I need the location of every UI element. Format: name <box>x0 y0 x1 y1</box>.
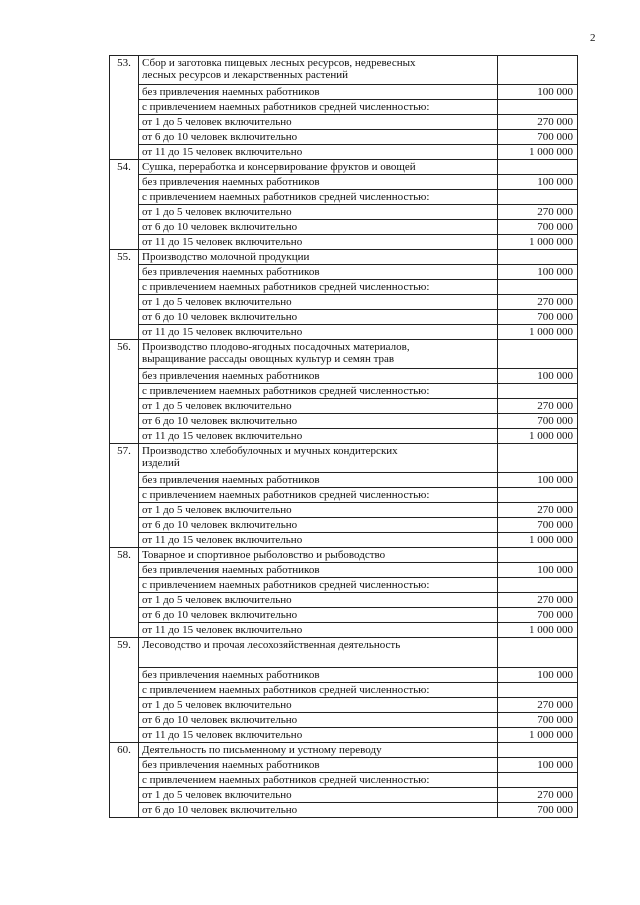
table-row <box>110 295 578 310</box>
row-description: от 1 до 5 человек включительно <box>139 593 498 608</box>
row-description: от 11 до 15 человек включительно <box>139 325 498 340</box>
table-row <box>110 578 578 593</box>
section-title-line: Товарное и спортивное рыболовство и рыбоводство <box>142 549 386 561</box>
table-row <box>110 728 578 743</box>
section-title <box>139 340 498 369</box>
section-title-value-cell <box>498 638 578 668</box>
row-description: с привлечением наемных работников средней численностью: <box>139 578 498 593</box>
table-row <box>110 773 578 788</box>
row-description: от 6 до 10 человек включительно <box>139 608 498 623</box>
row-description: от 1 до 5 человек включительно <box>139 698 498 713</box>
row-description: без привлечения наемных работников <box>139 265 498 280</box>
table-row <box>110 683 578 698</box>
row-value: 100 000 <box>498 473 578 488</box>
section-title-line: Производство хлебобулочных и мучных кондитерских <box>142 445 398 457</box>
section-title-line: выращивание рассады овощных культур и семян трав <box>142 353 395 365</box>
section-title-value-cell <box>498 548 578 563</box>
section-title-line: Производство плодово-ягодных посадочных материалов, <box>142 341 410 353</box>
section-title-line: Сушка, переработка и консервирование фруктов и овощей <box>142 161 416 173</box>
section-title-line: лесных ресурсов и лекарственных растений <box>142 69 349 81</box>
row-description: с привлечением наемных работников средней численностью: <box>139 280 498 295</box>
row-value: 1 000 000 <box>498 145 578 160</box>
row-value: 270 000 <box>498 205 578 220</box>
table-row <box>110 593 578 608</box>
table-row <box>110 235 578 250</box>
row-value: 100 000 <box>498 175 578 190</box>
row-description: без привлечения наемных работников <box>139 668 498 683</box>
row-description: от 1 до 5 человек включительно <box>139 115 498 130</box>
table-row <box>110 310 578 325</box>
row-value: 100 000 <box>498 265 578 280</box>
table-row <box>110 190 578 205</box>
table-row <box>110 220 578 235</box>
row-description: без привлечения наемных работников <box>139 85 498 100</box>
table-row <box>110 205 578 220</box>
section-title-row <box>110 743 578 758</box>
section-title-value-cell <box>498 444 578 473</box>
row-value: 700 000 <box>498 803 578 818</box>
table-row <box>110 563 578 578</box>
row-description: с привлечением наемных работников средней численностью: <box>139 190 498 205</box>
row-value: 270 000 <box>498 503 578 518</box>
row-description: от 11 до 15 человек включительно <box>139 728 498 743</box>
table-row <box>110 145 578 160</box>
row-value <box>498 190 578 205</box>
table-row <box>110 788 578 803</box>
page-number: 2 <box>590 32 596 44</box>
row-description: с привлечением наемных работников средней численностью: <box>139 683 498 698</box>
row-value: 1 000 000 <box>498 235 578 250</box>
row-value: 270 000 <box>498 698 578 713</box>
row-value: 1 000 000 <box>498 728 578 743</box>
table-row <box>110 623 578 638</box>
row-description: без привлечения наемных работников <box>139 758 498 773</box>
row-value: 100 000 <box>498 668 578 683</box>
row-value: 100 000 <box>498 85 578 100</box>
section-title <box>139 548 498 563</box>
table-row <box>110 429 578 444</box>
section-title <box>139 250 498 265</box>
table-row <box>110 280 578 295</box>
row-description: от 6 до 10 человек включительно <box>139 220 498 235</box>
section-title-line: Деятельность по письменному и устному переводу <box>142 744 382 756</box>
row-value: 700 000 <box>498 713 578 728</box>
row-value: 270 000 <box>498 399 578 414</box>
row-description: без привлечения наемных работников <box>139 175 498 190</box>
row-description: с привлечением наемных работников средней численностью: <box>139 384 498 399</box>
row-description: от 6 до 10 человек включительно <box>139 310 498 325</box>
row-value: 700 000 <box>498 518 578 533</box>
section-number: 60. <box>110 743 139 818</box>
row-value: 270 000 <box>498 115 578 130</box>
table-row <box>110 100 578 115</box>
section-title-row <box>110 250 578 265</box>
table-row <box>110 115 578 130</box>
row-value <box>498 773 578 788</box>
row-description: от 11 до 15 человек включительно <box>139 623 498 638</box>
row-value: 270 000 <box>498 295 578 310</box>
row-value: 700 000 <box>498 414 578 429</box>
row-value: 1 000 000 <box>498 325 578 340</box>
row-value: 100 000 <box>498 563 578 578</box>
table-row <box>110 698 578 713</box>
table-row <box>110 473 578 488</box>
section-number: 54. <box>110 160 139 250</box>
section-number: 58. <box>110 548 139 638</box>
row-description: от 11 до 15 человек включительно <box>139 429 498 444</box>
row-description: с привлечением наемных работников средней численностью: <box>139 773 498 788</box>
table-row <box>110 518 578 533</box>
row-value: 700 000 <box>498 310 578 325</box>
section-title-value-cell <box>498 250 578 265</box>
row-value <box>498 100 578 115</box>
table-row <box>110 803 578 818</box>
section-title <box>139 638 498 668</box>
table-row <box>110 384 578 399</box>
row-description: от 6 до 10 человек включительно <box>139 130 498 145</box>
row-value <box>498 683 578 698</box>
section-title <box>139 444 498 473</box>
row-description: от 11 до 15 человек включительно <box>139 235 498 250</box>
section-title-line: Сбор и заготовка пищевых лесных ресурсов, недревесных <box>142 57 416 69</box>
row-description: от 6 до 10 человек включительно <box>139 803 498 818</box>
table-row <box>110 758 578 773</box>
table-row <box>110 325 578 340</box>
row-description: от 11 до 15 человек включительно <box>139 145 498 160</box>
table-row <box>110 130 578 145</box>
table-row <box>110 503 578 518</box>
row-value <box>498 488 578 503</box>
activity-table <box>109 55 578 818</box>
section-title-line: изделий <box>142 457 180 469</box>
section-title-value-cell <box>498 340 578 369</box>
section-title-value-cell <box>498 743 578 758</box>
row-value <box>498 280 578 295</box>
section-title-row <box>110 548 578 563</box>
row-value: 1 000 000 <box>498 623 578 638</box>
table-row <box>110 488 578 503</box>
table-row <box>110 175 578 190</box>
row-description: от 1 до 5 человек включительно <box>139 399 498 414</box>
row-value: 100 000 <box>498 758 578 773</box>
row-value <box>498 578 578 593</box>
row-description: без привлечения наемных работников <box>139 369 498 384</box>
row-description: без привлечения наемных работников <box>139 563 498 578</box>
section-number: 59. <box>110 638 139 743</box>
table-row <box>110 85 578 100</box>
table-row <box>110 399 578 414</box>
row-value <box>498 384 578 399</box>
section-title-value-cell <box>498 56 578 85</box>
section-title-row <box>110 56 578 85</box>
section-number: 53. <box>110 56 139 160</box>
row-description: с привлечением наемных работников средней численностью: <box>139 100 498 115</box>
table-row <box>110 414 578 429</box>
table-row <box>110 369 578 384</box>
section-title-row <box>110 444 578 473</box>
section-number: 57. <box>110 444 139 548</box>
section-title <box>139 56 498 85</box>
row-value: 1 000 000 <box>498 429 578 444</box>
row-description: от 1 до 5 человек включительно <box>139 788 498 803</box>
row-value: 700 000 <box>498 220 578 235</box>
row-description: от 6 до 10 человек включительно <box>139 414 498 429</box>
table-row <box>110 533 578 548</box>
row-description: от 11 до 15 человек включительно <box>139 533 498 548</box>
section-title-line: Производство молочной продукции <box>142 251 310 263</box>
row-description: от 1 до 5 человек включительно <box>139 503 498 518</box>
row-value: 270 000 <box>498 788 578 803</box>
section-title <box>139 743 498 758</box>
section-number: 56. <box>110 340 139 444</box>
row-value: 100 000 <box>498 369 578 384</box>
row-value: 1 000 000 <box>498 533 578 548</box>
section-title-value-cell <box>498 160 578 175</box>
section-title-row <box>110 160 578 175</box>
row-value: 700 000 <box>498 608 578 623</box>
row-value: 700 000 <box>498 130 578 145</box>
table-row <box>110 265 578 280</box>
row-description: без привлечения наемных работников <box>139 473 498 488</box>
table-row <box>110 608 578 623</box>
row-description: от 6 до 10 человек включительно <box>139 518 498 533</box>
section-title-line: Лесоводство и прочая лесохозяйственная деятельность <box>142 639 401 651</box>
section-title-row <box>110 340 578 369</box>
section-number: 55. <box>110 250 139 340</box>
row-description: от 1 до 5 человек включительно <box>139 295 498 310</box>
row-description: от 1 до 5 человек включительно <box>139 205 498 220</box>
row-description: от 6 до 10 человек включительно <box>139 713 498 728</box>
row-description: с привлечением наемных работников средней численностью: <box>139 488 498 503</box>
table-row <box>110 713 578 728</box>
table-row <box>110 668 578 683</box>
section-title-row <box>110 638 578 668</box>
section-title <box>139 160 498 175</box>
row-value: 270 000 <box>498 593 578 608</box>
